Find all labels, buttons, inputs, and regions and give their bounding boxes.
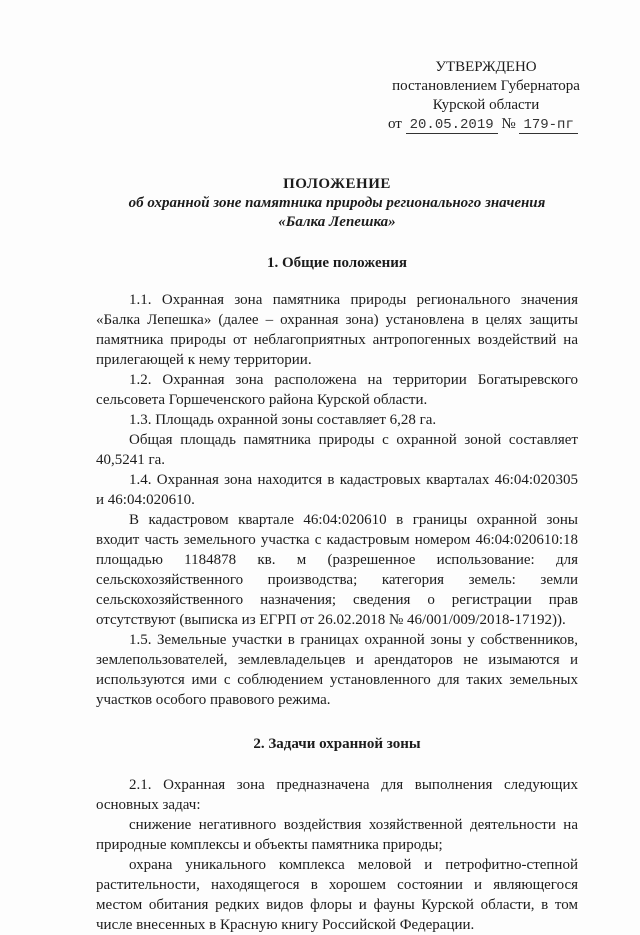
approval-date-line [388, 115, 581, 135]
section-1-heading: 1. Общие положения [266, 255, 408, 271]
approval-block [388, 58, 581, 135]
title-subject: об охранной зоне памятника природы регионального значения [128, 195, 546, 211]
paragraph-1-2: 1.2. Охранная зона расположена на территории Богатыревского сельсовета Горшеченского района Курской области. [96, 372, 578, 408]
number-sign: № [501, 116, 516, 132]
date-prefix: от [388, 116, 402, 132]
title-main: ПОЛОЖЕНИЕ [283, 176, 391, 192]
paragraph-1-1: 1.1. Охранная зона памятника природы регионального значения «Балка Лепешка» (далее – охранная зона) установлена в целях защиты памятника природы от неблагоприятных антропогенных воздействий на прилегающей к нему территории. [96, 292, 578, 368]
document-title [96, 175, 578, 232]
paragraph-2-1-task-2: охрана уникального комплекса меловой и петрофитно-степной растительности, находящегося в хорошем состоянии и являющегося местом обитания редких видов флоры и фауны Курской области, в том числе внесенных в Красную книгу Российской Федерации. [96, 857, 578, 933]
paragraph-1-5: 1.5. Земельные участки в границах охранной зоны у собственников, землепользователей, землевладельцев и арендаторов не изымаются и используются ими с соблюдением установленного для таких земельных участков особого правового режима. [96, 632, 578, 708]
paragraph-1-4-detail: В кадастровом квартале 46:04:020610 в границы охранной зоны входит часть земельного участка с кадастровым номером 46:04:020610:18 площадью 1184878 кв. м (разрешенное использование: для сельскохозяйственного производства; категория земель: земли сельскохозяйственного назначения; сведения о регистрации прав отсутствуют (выписка из ЕГРП от 26.02.2018 № 46/001/009/2018-17192)). [96, 512, 578, 628]
paragraph-1-3-total: Общая площадь памятника природы с охранной зоной составляет 40,5241 га. [96, 432, 578, 468]
paragraph-1-3: 1.3. Площадь охранной зоны составляет 6,28 га. [129, 412, 437, 428]
paragraph-1-4: 1.4. Охранная зона находится в кадастровых кварталах 46:04:020305 и 46:04:020610. [96, 472, 578, 508]
paragraph-2-1: 2.1. Охранная зона предназначена для выполнения следующих основных задач: [96, 777, 578, 813]
approval-status: УТВЕРЖДЕНО [435, 59, 537, 75]
approval-authority: постановлением Губернатора [392, 78, 580, 94]
title-object-name: «Балка Лепешка» [278, 214, 396, 230]
paragraph-2-1-task-1: снижение негативного воздействия хозяйственной деятельности на природные комплексы и объекты памятника природы; [96, 817, 578, 853]
approval-region: Курской области [432, 97, 540, 113]
approval-date: 20.05.2019 [406, 117, 498, 134]
section-2-heading: 2. Задачи охранной зоны [253, 736, 421, 752]
approval-number: 179-пг [519, 117, 577, 134]
